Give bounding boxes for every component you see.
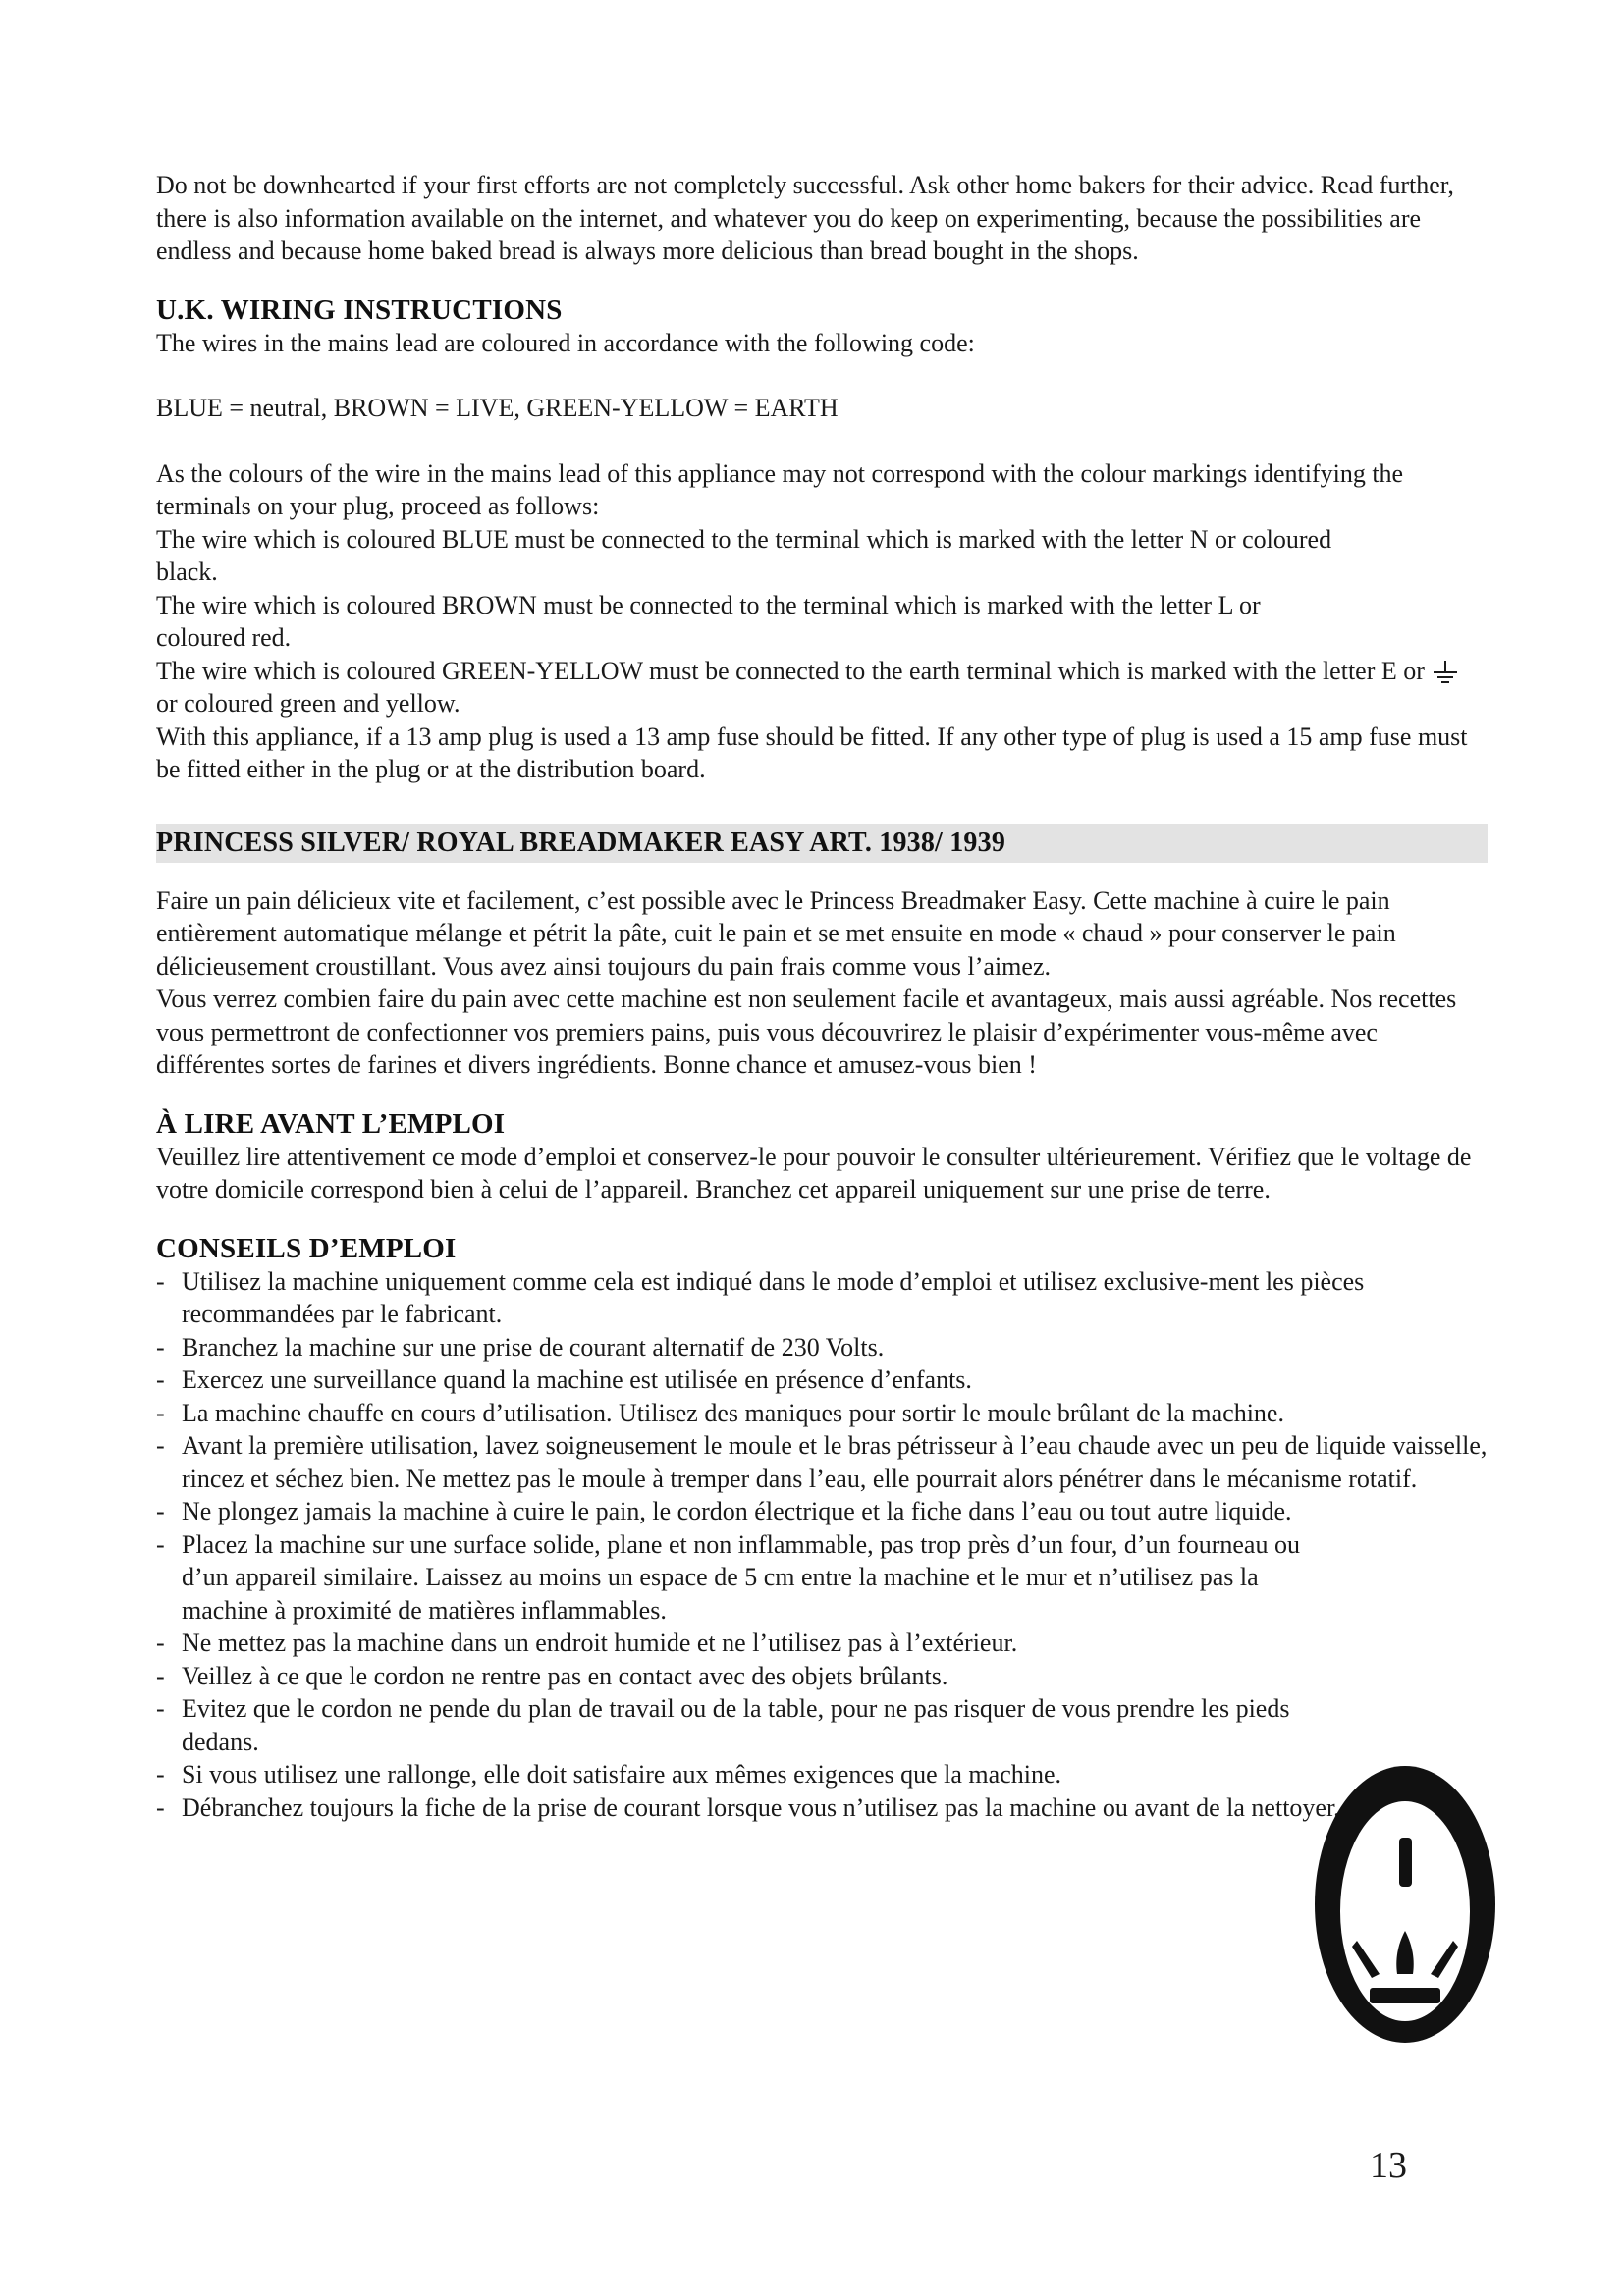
list-item: - Placez la machine sur une surface solide, plane et non inflammable, pas trop près d’un four, d’un fourneau ou d’un appareil similaire. Laissez au moins un espace de 5 cm entre la machine et le mur et n’utilisez pas la machine à proximité de matières inflammables. <box>156 1528 1345 1628</box>
list-item: - Débranchez toujours la fiche de la prise de courant lorsque vous n’utilisez pas la machine ou avant de la nettoyer. <box>156 1791 1345 1825</box>
uk-wiring-green-a: The wire which is coloured GREEN-YELLOW must be connected to the earth terminal which is marked with the letter E or <box>156 656 1425 685</box>
list-item: - Utilisez la machine uniquement comme cela est indiqué dans le mode d’emploi et utilisez exclusive-ment les pièces recommandées par le fabricant. <box>156 1265 1488 1331</box>
uk-wiring-fuse: With this appliance, if a 13 amp plug is used a 13 amp fuse should be fitted. If any other type of plug is used a 15 amp fuse must be fitted either in the plug or at the distribution board. <box>156 721 1468 783</box>
uk-wiring-paragraph: As the colours of the wire in the mains lead of this appliance may not correspond with the colour markings identifying the terminals on your plug, proceed as follows: <box>156 458 1404 520</box>
uk-wiring-code: BLUE = neutral, BROWN = LIVE, GREEN-YELLOW = EARTH <box>156 394 839 422</box>
read-before-use-title: À LIRE AVANT L’EMPLOI <box>156 1107 506 1140</box>
uk-wiring-brown: The wire which is coloured BROWN must be connected to the terminal which is marked with the letter L or coloured red. <box>156 590 1261 652</box>
list-item: - Ne mettez pas la machine dans un endroit humide et ne l’utilisez pas à l’extérieur. <box>156 1627 1345 1660</box>
section-banner <box>156 824 1488 863</box>
uk-wiring-title: U.K. WIRING INSTRUCTIONS <box>156 294 563 326</box>
list-item: - Evitez que le cordon ne pende du plan de travail ou de la table, pour ne pas risquer de vous prendre les pieds dedans. <box>156 1692 1345 1758</box>
read-before-use-text: Veuillez lire attentivement ce mode d’emploi et conservez-le pour pouvoir le consulter ultérieurement. Vérifiez que le voltage de votre domicile correspond bien à celui de l’appareil. Branchez cet appareil uniquement sur une prise de terre. <box>156 1142 1472 1203</box>
page-content <box>156 169 1488 1824</box>
fr-intro-paragraph-1: Faire un pain délicieux vite et facilement, c’est possible avec le Princess Breadmaker Easy. Cette machine à cuire le pain entièrement automatique mélange et pétrit la pâte, cuit le pain et se met ensuite en mode « chaud » pour conserver le pain délicieusement croustillant. Vous avez ainsi toujours du pain frais comme vous l’aimez. <box>156 885 1396 981</box>
usage-tips-title: CONSEILS D’EMPLOI <box>156 1232 457 1264</box>
uk-wiring-line1: The wires in the mains lead are coloured in accordance with the following code: <box>156 328 975 357</box>
list-item: - Veillez à ce que le cordon ne rentre pas en contact avec des objets brûlants. <box>156 1660 1345 1693</box>
list-item: - Ne plongez jamais la machine à cuire le pain, le cordon électrique et la fiche dans l’eau ou tout autre liquide. <box>156 1495 1488 1528</box>
uk-wiring-green <box>156 655 1488 721</box>
page-number: 13 <box>1370 2145 1407 2186</box>
usage-tips-list <box>156 1265 1488 1825</box>
uk-wiring-green-b: or coloured green and yellow. <box>156 689 460 718</box>
banner-title: PRINCESS SILVER/ ROYAL BREADMAKER EASY ART. 1938/ 1939 <box>156 827 1006 858</box>
list-item: - Exercez une surveillance quand la machine est utilisée en présence d’enfants. <box>156 1363 1488 1397</box>
earth-symbol-icon <box>1431 661 1460 686</box>
princess-crown-logo-icon <box>1313 1764 1497 2046</box>
uk-wiring-blue: The wire which is coloured BLUE must be connected to the terminal which is marked with the letter N or coloured black. <box>156 524 1332 586</box>
list-item: - Si vous utilisez une rallonge, elle doit satisfaire aux mêmes exigences que la machine. <box>156 1758 1345 1791</box>
intro-paragraph: Do not be downhearted if your first efforts are not completely successful. Ask other home bakers for their advice. Read further, there is also information available on the internet, and whatever you do keep on experimenting, because the possibilities are endless and because home baked bread is always more delicious than bread bought in the shops. <box>156 171 1454 265</box>
list-item: - La machine chauffe en cours d’utilisation. Utilisez des maniques pour sortir le moule brûlant de la machine. <box>156 1397 1488 1430</box>
fr-intro-paragraph-2: Vous verrez combien faire du pain avec cette machine est non seulement facile et avantageux, mais aussi agréable. Nos recettes vous permettront de confectionner vos premiers pains, puis vous découvrirez le plaisir d’expérimenter vous-même avec différentes sortes de farines et divers ingrédients. Bonne chance et amusez-vous bien ! <box>156 985 1457 1079</box>
list-item: - Branchez la machine sur une prise de courant alternatif de 230 Volts. <box>156 1331 1488 1364</box>
list-item: - Avant la première utilisation, lavez soigneusement le moule et le bras pétrisseur à l’eau chaude avec un peu de liquide vaisselle, rincez et séchez bien. Ne mettez pas le moule à tremper dans l’eau, elle pourrait alors pénétrer dans le mécanisme rotatif. <box>156 1429 1488 1495</box>
